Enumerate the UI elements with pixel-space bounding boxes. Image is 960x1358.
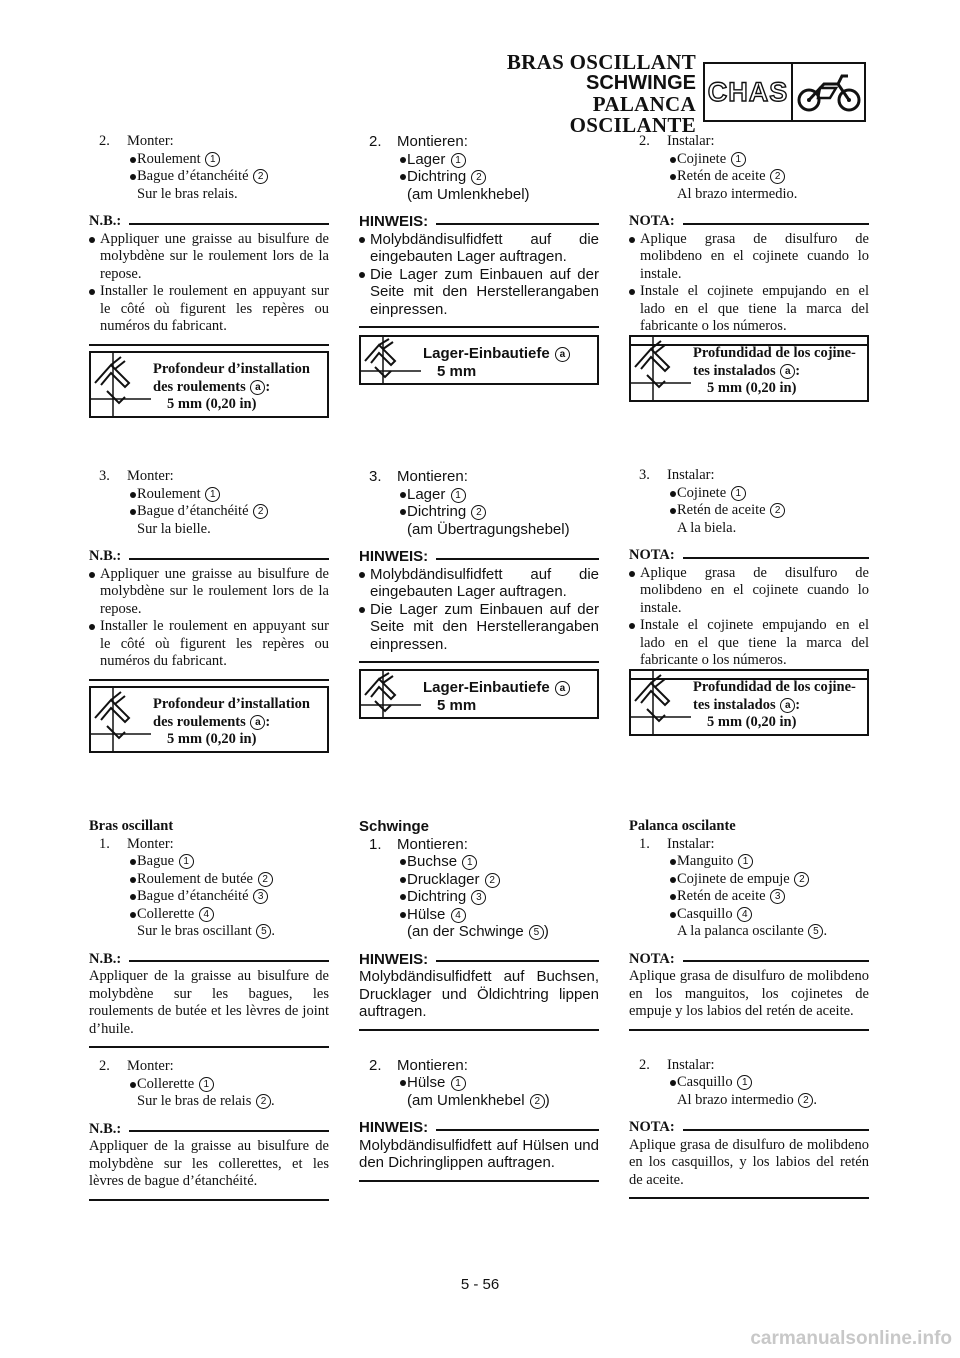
caliper-icon bbox=[631, 671, 691, 734]
es-step-3: 3. Instalar: Cojinete 1 Retén de aceite 2 A la biela. NOTA: Aplique grasa de disulfuro de molibdeno en el cojinete cuando lo instale. Instale el cojinete empujando en el lado en el que tiene la marca del fabricante o los números. bbox=[629, 467, 869, 680]
caliper-icon bbox=[91, 353, 151, 416]
caliper-icon bbox=[631, 337, 691, 400]
de-spec-box-1: Lager-Einbautiefe a 5 mm bbox=[359, 335, 599, 385]
title-es: PALANCA OSCILANTE bbox=[569, 92, 696, 137]
caliper-icon bbox=[361, 337, 421, 383]
fr-spec-box-2: Profondeur d’installation des roulements a : 5 mm (0,20 in) bbox=[89, 686, 329, 753]
fr-section-title: Bras oscillant bbox=[89, 818, 174, 834]
de-note-2: HINWEIS: Molybdändisulfidfett auf die eingebauten Lager auftragen. Die Lager zum Einbauen auf der Seite mit den Herstellerangaben einpressen. bbox=[359, 548, 599, 663]
column-spanish bbox=[629, 0, 869, 1200]
de-note-1: HINWEIS: Molybdändisulfidfett auf die eingebauten Lager auftragen. Die Lager zum Einbauen auf der Seite mit den Herstellerangaben einpressen. bbox=[359, 213, 599, 328]
es-section-lever: Palanca oscilante 1. Instalar: Manguito 1 Cojinete de empuje 2 Retén de aceite 3 Casquillo 4 A la palanca oscilante 5 . NOTA: Aplique grasa de disulfuro de molibdeno en los manguitos, los cojinetes de empuje y los labios del retén de aceite. 2. Instalar: Casquillo 1 Al brazo intermedio 2 . NOTA: Aplique grasa de disulfuro de molibdeno en los casquillos, y los labios del retén de aceite. bbox=[629, 818, 869, 1199]
de-section-title: Schwinge bbox=[359, 818, 430, 835]
fr-note-3: N.B.: Appliquer de la graisse au bisulfure de molybdène sur les bagues, les roulements de butée et les lèvres de joint d’huile. bbox=[89, 951, 329, 1049]
caliper-icon bbox=[91, 688, 151, 751]
fr-spec-box-1: Profondeur d’installation des roulements a : 5 mm (0,20 in) bbox=[89, 351, 329, 418]
column-german bbox=[359, 0, 599, 1200]
title-fr: BRAS OSCILLANT bbox=[506, 50, 696, 74]
es-spec-box-1: Profundidad de los cojine- tes instalados a : 5 mm (0,20 in) bbox=[629, 335, 869, 402]
section-badge-label: CHAS bbox=[705, 64, 793, 120]
de-spec-box-2: Lager-Einbautiefe a 5 mm bbox=[359, 669, 599, 719]
es-spec-box-2: Profundidad de los cojine- tes instalados a : 5 mm (0,20 in) bbox=[629, 669, 869, 736]
fr-note-1: N.B.: Appliquer une graisse au bisulfure de molybdène sur le roulement lors de la repose. Installer le roulement en appuyant sur le côté où figurent les repères ou numéros du fabricant. bbox=[89, 213, 329, 346]
de-note-4: HINWEIS: Molybdändisulfidfett auf Hülsen und den Dichringlippen auftragen. bbox=[359, 1119, 599, 1182]
watermark: carmanualsonline.info bbox=[750, 1328, 952, 1349]
de-step-3: 3. Montieren: Lager 1 Dichtring 2 (am Übertragungshebel) HINWEIS: Molybdändisulfidfett auf die eingebauten Lager auftragen. Die Lager zum Einbauen auf der Seite mit den Herstellerangaben einpressen. bbox=[359, 468, 599, 663]
es-section-title: Palanca oscilante bbox=[629, 818, 736, 834]
fr-note-4: N.B.: Appliquer de la graisse au bisulfure de molybdène sur les collerettes, et les lèvres de bague d’étanchéité. bbox=[89, 1121, 329, 1201]
fr-step-2: 2. Monter: Roulement 1 Bague d’étanchéité 2 Sur le bras relais. N.B.: Appliquer une graisse au bisulfure de molybdène sur le roulement lors de la repose. Installer le roulement en appuyant sur le côté où figurent les repères ou numéros du fabricant. bbox=[89, 133, 329, 346]
fr-step-3: 3. Monter: Roulement 1 Bague d’étanchéité 2 Sur la bielle. N.B.: Appliquer une graisse au bisulfure de molybdène sur le roulement lors de la repose. Installer le roulement en appuyant sur le côté où figurent les repères ou numéros du fabricant. bbox=[89, 468, 329, 681]
es-note-2: NOTA: Aplique grasa de disulfuro de molibdeno en el cojinete cuando lo instale. Instale el cojinete empujando en el lado en el que tiene la marca del fabricante o los números. bbox=[629, 547, 869, 680]
fr-section-swingarm: Bras oscillant 1. Monter: Bague 1 Roulement de butée 2 Bague d’étanchéité 3 Collerette 4 Sur le bras oscillant 5 . N.B.: Appliquer de la graisse au bisulfure de molybdène sur les bagues, les roulements de butée et les lèvres de joint d’huile. 2. Monter: Collerette 1 Sur le bras de relais 2 . N.B.: Appliquer de la graisse au bisulfure de molybdène sur les collerettes, et les lèvres de bague d’étanchéité. bbox=[89, 818, 329, 1201]
title-de: SCHWINGE bbox=[586, 72, 696, 94]
es-note-1: NOTA: Aplique grasa de disulfuro de molibdeno en el cojinete cuando lo instale. Instale el cojinete empujando en el lado en el que tiene la marca del fabricante o los números. bbox=[629, 213, 869, 346]
es-note-3: NOTA: Aplique grasa de disulfuro de molibdeno en los manguitos, los cojinetes de empuje y los labios del retén de aceite. bbox=[629, 951, 869, 1031]
fr-note-2: N.B.: Appliquer une graisse au bisulfure de molybdène sur le roulement lors de la repose. Installer le roulement en appuyant sur le côté où figurent les repères ou numéros du fabricant. bbox=[89, 548, 329, 681]
de-step-2: 2. Montieren: Lager 1 Dichtring 2 (am Umlenkhebel) HINWEIS: Molybdändisulfidfett auf die eingebauten Lager auftragen. Die Lager zum Einbauen auf der Seite mit den Herstellerangaben einpressen. bbox=[359, 133, 599, 328]
es-step-2: 2. Instalar: Cojinete 1 Retén de aceite 2 Al brazo intermedio. NOTA: Aplique grasa de disulfuro de molibdeno en el cojinete cuando lo instale. Instale el cojinete empujando en el lado en el que tiene la marca del fabricante o los números. bbox=[629, 133, 869, 346]
column-french bbox=[89, 0, 329, 1200]
page-number: 5 - 56 bbox=[460, 1276, 500, 1293]
de-section-swingarm: Schwinge 1. Montieren: Buchse 1 Drucklager 2 Dichtring 3 Hülse 4 (an der Schwinge 5 ) HINWEIS: Molybdändisulfidfett auf Buchsen, Drucklager und Öldichtring lippen auftragen. 2. Montieren: Hülse 1 (am Umlenkhebel 2 ) HINWEIS: Molybdändisulfidfett auf Hülsen und den Dichringlippen auftragen. bbox=[359, 818, 599, 1182]
es-note-4: NOTA: Aplique grasa de disulfuro de molibdeno en los casquillos, y los labios del retén de aceite. bbox=[629, 1119, 869, 1199]
de-note-3: HINWEIS: Molybdändisulfidfett auf Buchsen, Drucklager und Öldichtring lippen auftragen. bbox=[359, 951, 599, 1031]
caliper-icon bbox=[361, 671, 421, 717]
